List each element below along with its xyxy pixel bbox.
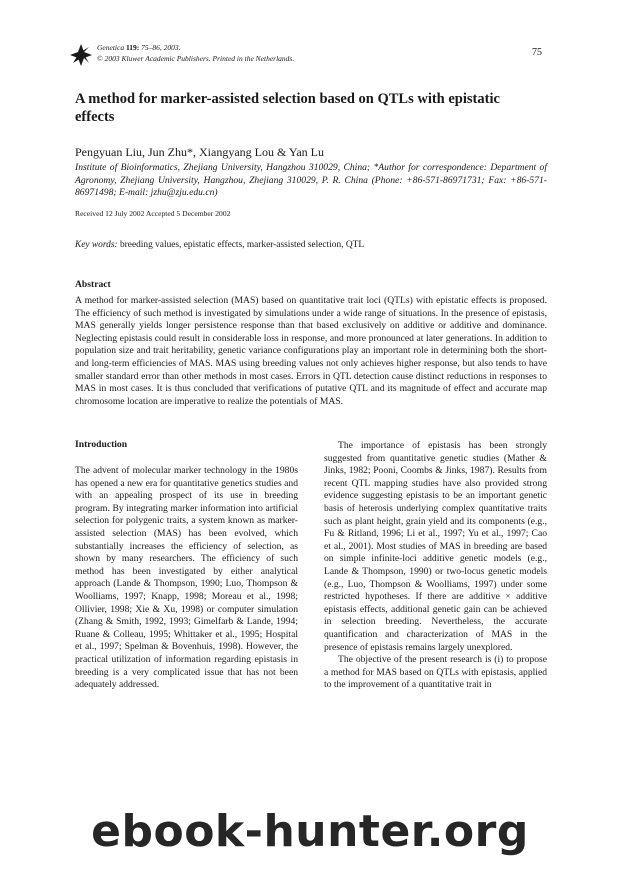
journal-name: Genetica — [97, 43, 125, 52]
received-dates: Received 12 July 2002 Accepted 5 December 2002 — [75, 209, 231, 218]
intro-column-left: The advent of molecular marker technology in the 1980s has opened a new era for quantitative genetics studies and with an appealing prospect of its use in breeding program. By integrating marker information into artificial selection for polygenic traits, a system known as marker-assisted selection (MAS) has been evolved, which substantially increases the efficiency of selection, as shown by many researchers. The efficiency of such method has been investigated by either analytical approach (Lande & Thompson, 1990; Luo, Thompson & Woolliams, 1997; Knapp, 1998; Moreau et al., 1998; Ollivier, 1998; Xie & Xu, 1998) or computer simulation (Zhang & Smith, 1992, 1993; Gimelfarb & Lande, 1994; Ruane & Colleau, 1995; Whittaker et al., 1995; Hospital et al., 1997; Spelman & Bovenhuis, 1998). However, the practical utilization of information regarding epistasis in breeding is a very complicated issue that has not been adequately addressed. — [75, 465, 298, 691]
affiliation: Institute of Bioinformatics, Zhejiang University, Hangzhou 310029, China; *Author for correspondence: Department of Agronomy, Zhejiang University, Hangzhou, Zhejiang 310029, P. R. China (Phone: +86-571-86971731; Fax: +86-571-86971498; E-mail: jzhu@zju.edu.cn) — [75, 162, 547, 199]
keywords-list: breeding values, epistatic effects, marker-assisted selection, QTL — [119, 240, 365, 250]
page-number: 75 — [532, 47, 542, 58]
abstract-text: A method for marker-assisted selection (MAS) based on quantitative trait loci (QTLs) with epistatic effects is proposed. The efficiency of such method is investigated by simulations under a wide range of situations. In the presence of epistasis, MAS generally yields longer persistence response than that based exclusively on additive or additive and dominance. Neglecting epistasis could result in considerable loss in response, and more pronounced at later generations. In addition to population size and trait heritability, genetic variance configurations play an important role in determining both the short- and long-term efficiencies of MAS. MAS using breeding values not only achieves higher response, but also tends to have smaller standard error than other methods in most cases. Errors in QTL detection cause distinct reductions in responses to MAS in most cases. It is thus concluded that verifications of putative QTL and its magnitude of effect and accurate map chromosome location are imperative to realize the potentials of MAS. — [75, 295, 547, 407]
watermark: ebook-hunter.org — [91, 806, 529, 857]
introduction-heading: Introduction — [75, 439, 128, 450]
kluwer-logo-icon — [70, 44, 92, 66]
copyright-line: © 2003 Kluwer Academic Publishers. Printed in the Netherlands. — [97, 53, 295, 63]
journal-citation — [97, 43, 294, 64]
intro-paragraph-epistasis: The importance of epistasis has been strongly suggested from quantitative genetic studies (Mather & Jinks, 1982; Pooni, Coombs & Jinks, 1987). Results from recent QTL mapping studies have also provided strong evidence suggesting epistasis to be an important genetic basis of heterosis underlying complex quantitative traits such as plant height, grain yield and its components (e.g., Fu & Ritland, 1996; Li et al., 1997; Yu et al., 1997; Cao et al., 2001). Most studies of MAS in breeding are based on simple infinite-loci additive genetic models (e.g., Lande & Thompson, 1990) or two-locus genetic models (e.g., Luo, Thompson & Woolliams, 1997) under some restricted hypotheses. If there are additive × additive epistasis effects, additional genetic gain can be achieved in selection breeding. Nevertheless, the accurate quantification and characterization of MAS in the presence of epistasis remains largely unexplored. — [324, 440, 547, 653]
author-list: Pengyuan Liu, Jun Zhu*, Xiangyang Lou & Yan Lu — [75, 145, 324, 159]
keywords — [75, 240, 364, 250]
journal-volume: 119: — [125, 43, 140, 52]
abstract-heading: Abstract — [75, 279, 111, 290]
intro-paragraph-objective: The objective of the present research is (i) to propose a method for MAS based on QTLs with epistasis, applied to the improvement of a quantitative trait in — [324, 654, 547, 691]
intro-column-right — [324, 440, 547, 692]
journal-pages: 75–86, 2003. — [141, 43, 181, 52]
article-title: A method for marker-assisted selection based on QTLs with epistatic effects — [75, 91, 500, 125]
keywords-label: Key words: — [75, 240, 118, 250]
